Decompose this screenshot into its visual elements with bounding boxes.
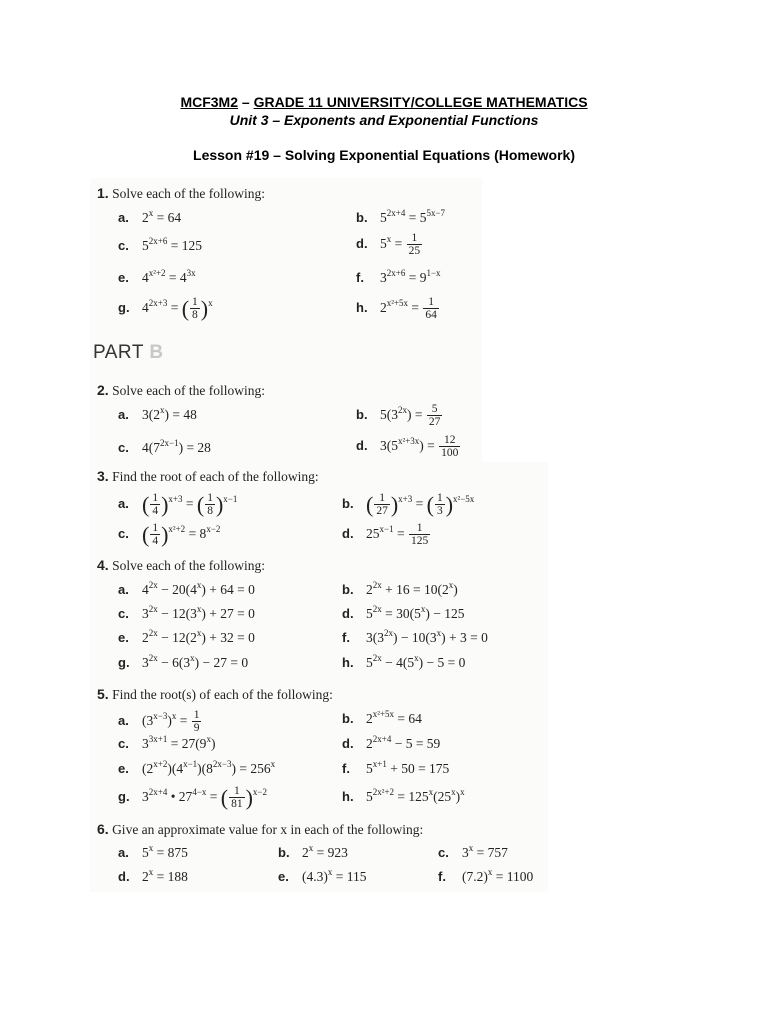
equation: $(2^{x+2})(4^{x-1})(8^{2x-3}) = 256^x$ bbox=[142, 759, 276, 776]
equation: $5^x$ = $\frac{1}{25}$ bbox=[380, 232, 421, 257]
q3-item-d: d. $25^{x-1}$ = $\frac{1}{125}$ bbox=[342, 522, 431, 547]
equation: $25^{x-1}$ = $\frac{1}{125}$ bbox=[366, 522, 429, 547]
equation: $3^x = 757$ bbox=[462, 843, 508, 860]
equation: $5^x = 875$ bbox=[142, 843, 188, 860]
question-number: 1. bbox=[97, 185, 109, 201]
q3-item-a: a. ( $\frac{1}{4}$ )$^{x+3}$ = ( $\frac{1}{8}$ )$^{x-1}$ bbox=[118, 491, 238, 517]
equation: ( $\frac{1}{4}$ )$^{x^2+2} = 8^{x-2}$ bbox=[142, 521, 221, 547]
equation: $2^{2x} - 12(2^x) + 32 = 0$ bbox=[142, 628, 255, 645]
equation: $2^x = 64$ bbox=[142, 208, 182, 225]
equation: $5^{2x+6} = 125$ bbox=[142, 236, 202, 253]
question-prompt: Solve each of the following: bbox=[112, 558, 266, 573]
question-6-header bbox=[97, 821, 423, 838]
q6-item-d: d. $2^x = 188$ bbox=[118, 867, 188, 884]
q5-item-g: g. $3^{2x+4}$ • $27^{4-x}$ = ( $\frac{1}{81}$ )$^{x-2}$ bbox=[118, 784, 267, 810]
q5-item-h: h. $5^{2x^2+2} = 125^x(25^x)^x$ bbox=[342, 787, 465, 804]
course-code: MCF3M2 bbox=[180, 94, 238, 110]
question-2-header bbox=[97, 382, 265, 399]
q4-item-h: h. $5^{2x} - 4(5^x) - 5 = 0$ bbox=[342, 653, 466, 670]
part-heading bbox=[93, 342, 164, 364]
q4-item-d: d. $5^{2x} = 30(5^x) - 125$ bbox=[342, 604, 465, 621]
q6-item-c: c. $3^x = 757$ bbox=[438, 843, 508, 860]
q1-item-e: e. $4^{x^2+2} = 4^{3x}$ bbox=[118, 268, 196, 285]
equation: $3(5^{x^2+3x})$ = $\frac{12}{100}$ bbox=[380, 434, 459, 459]
question-prompt: Find the root of each of the following: bbox=[112, 469, 319, 484]
q4-item-a: a. $4^{2x} - 20(4^x) + 64 = 0$ bbox=[118, 580, 255, 597]
q3-item-c: c. ( $\frac{1}{4}$ )$^{x^2+2} = 8^{x-2}$ bbox=[118, 521, 221, 547]
equation: $5^{2x} = 30(5^x) - 125$ bbox=[366, 604, 465, 621]
equation: $(3^{x-3})^x$ = $\frac{1}{9}$ bbox=[142, 709, 200, 734]
q6-item-f: f. $(7.2)^x = 1100$ bbox=[438, 867, 534, 884]
equation: $5^{2x^2+2} = 125^x(25^x)^x$ bbox=[366, 787, 465, 804]
equation: $2^x = 923$ bbox=[302, 843, 348, 860]
q1-item-c: c. $5^{2x+6} = 125$ bbox=[118, 236, 202, 253]
question-prompt: Solve each of the following: bbox=[112, 383, 266, 398]
equation: $5^{2x} - 4(5^x) - 5 = 0$ bbox=[366, 653, 466, 670]
equation: $4(7^{2x-1}) = 28$ bbox=[142, 438, 211, 455]
question-prompt: Find the root(s) of each of the following: bbox=[112, 687, 333, 702]
q1-item-b: b. $5^{2x+4} = 5^{5x-7}$ bbox=[356, 208, 446, 225]
equation: $2^{x^2+5x} = 64$ bbox=[366, 709, 422, 726]
equation: $3(3^{2x}) - 10(3^x) + 3 = 0$ bbox=[366, 628, 488, 645]
equation: $3^{2x+6} = 9^{1-x}$ bbox=[380, 268, 441, 285]
q2-item-d: d. $3(5^{x^2+3x})$ = $\frac{12}{100}$ bbox=[356, 434, 461, 459]
equation: $3^{2x+4}$ • $27^{4-x}$ = ( $\frac{1}{81}$ )$^{x-2}$ bbox=[142, 784, 267, 810]
q1-item-f: f. $3^{2x+6} = 9^{1-x}$ bbox=[356, 268, 441, 285]
q4-item-f: f. $3(3^{2x}) - 10(3^x) + 3 = 0$ bbox=[342, 628, 488, 645]
unit-title: Unit 3 – Exponents and Exponential Functions bbox=[229, 112, 539, 128]
q2-item-b: b. $5(3^{2x})$ = $\frac{5}{27}$ bbox=[356, 403, 443, 428]
equation: $4^{2x} - 20(4^x) + 64 = 0$ bbox=[142, 580, 255, 597]
q5-item-d: d. $2^{2x+4} - 5 = 59$ bbox=[342, 734, 441, 751]
equation: $2^{x^2+5x}$ = $\frac{1}{64}$ bbox=[380, 296, 437, 321]
question-5-header bbox=[97, 686, 333, 703]
lesson-title: Lesson #19 – Solving Exponential Equations (Homework) bbox=[193, 147, 575, 163]
q1-item-a: a. $2^x = 64$ bbox=[118, 208, 182, 225]
q1-item-g: g. $4^{2x+3}$ = ( $\frac{1}{8}$ )$^x$ bbox=[118, 295, 213, 321]
equation: $5^{x+1} + 50 = 175$ bbox=[366, 759, 450, 776]
q2-item-c: c. $4(7^{2x-1}) = 28$ bbox=[118, 438, 211, 455]
question-1-header bbox=[97, 185, 265, 202]
q5-item-f: f. $5^{x+1} + 50 = 175$ bbox=[342, 759, 450, 776]
equation: $4^{2x+3}$ = ( $\frac{1}{8}$ )$^x$ bbox=[142, 295, 213, 321]
equation: $3^{2x} - 6(3^x) - 27 = 0$ bbox=[142, 653, 249, 670]
q4-item-b: b. $2^{2x} + 16 = 10(2^x)$ bbox=[342, 580, 458, 597]
title-dash: – bbox=[238, 94, 254, 110]
equation: $2^{2x+4} - 5 = 59$ bbox=[366, 734, 441, 751]
equation: $(7.2)^x = 1100$ bbox=[462, 867, 534, 884]
q4-item-e: e. $2^{2x} - 12(2^x) + 32 = 0$ bbox=[118, 628, 255, 645]
part-label: PART bbox=[93, 342, 144, 363]
equation: $2^x = 188$ bbox=[142, 867, 188, 884]
q6-item-e: e. $(4.3)^x = 115$ bbox=[278, 867, 367, 884]
question-number: 4. bbox=[97, 557, 109, 573]
question-number: 2. bbox=[97, 382, 109, 398]
q1-item-h: h. $2^{x^2+5x}$ = $\frac{1}{64}$ bbox=[356, 296, 440, 321]
equation: $5^{2x+4} = 5^{5x-7}$ bbox=[380, 208, 446, 225]
question-number: 6. bbox=[97, 821, 109, 837]
equation: $5(3^{2x})$ = $\frac{5}{27}$ bbox=[380, 403, 441, 428]
question-number: 3. bbox=[97, 468, 109, 484]
q5-item-e: e. $(2^{x+2})(4^{x-1})(8^{2x-3}) = 256^x$ bbox=[118, 759, 276, 776]
equation: $2^{2x} + 16 = 10(2^x)$ bbox=[366, 580, 458, 597]
equation: $3^{3x+1} = 27(9^x)$ bbox=[142, 734, 216, 751]
question-prompt: Solve each of the following: bbox=[112, 186, 266, 201]
q6-item-b: b. $2^x = 923$ bbox=[278, 843, 348, 860]
course-title bbox=[0, 94, 768, 110]
course-name: GRADE 11 UNIVERSITY/COLLEGE MATHEMATICS bbox=[253, 94, 588, 110]
q5-item-c: c. $3^{3x+1} = 27(9^x)$ bbox=[118, 734, 216, 751]
q6-item-a: a. $5^x = 875$ bbox=[118, 843, 188, 860]
equation: $3(2^x) = 48$ bbox=[142, 405, 197, 422]
question-3-header bbox=[97, 468, 319, 485]
q4-item-c: c. $3^{2x} - 12(3^x) + 27 = 0$ bbox=[118, 604, 255, 621]
equation: ( $\frac{1}{27}$ )$^{x+3}$ = ( $\frac{1}{3}$ )$^{x^2-5x}$ bbox=[366, 491, 475, 517]
equation: $3^{2x} - 12(3^x) + 27 = 0$ bbox=[142, 604, 255, 621]
equation: $(4.3)^x = 115$ bbox=[302, 867, 367, 884]
question-4-header bbox=[97, 557, 265, 574]
part-letter: B bbox=[149, 342, 164, 363]
question-number: 5. bbox=[97, 686, 109, 702]
q5-item-b: b. $2^{x^2+5x} = 64$ bbox=[342, 709, 422, 726]
q2-item-a: a. $3(2^x) = 48$ bbox=[118, 405, 197, 422]
equation: $4^{x^2+2} = 4^{3x}$ bbox=[142, 268, 196, 285]
q3-item-b: b. ( $\frac{1}{27}$ )$^{x+3}$ = ( $\frac{1}{3}$ )$^{x^2-5x}$ bbox=[342, 491, 475, 517]
q4-item-g: g. $3^{2x} - 6(3^x) - 27 = 0$ bbox=[118, 653, 249, 670]
q1-item-d: d. $5^x$ = $\frac{1}{25}$ bbox=[356, 232, 423, 257]
question-prompt: Give an approximate value for x in each of the following: bbox=[112, 822, 424, 837]
q5-item-a: a. $(3^{x-3})^x$ = $\frac{1}{9}$ bbox=[118, 709, 202, 734]
equation: ( $\frac{1}{4}$ )$^{x+3}$ = ( $\frac{1}{8}$ )$^{x-1}$ bbox=[142, 491, 238, 517]
